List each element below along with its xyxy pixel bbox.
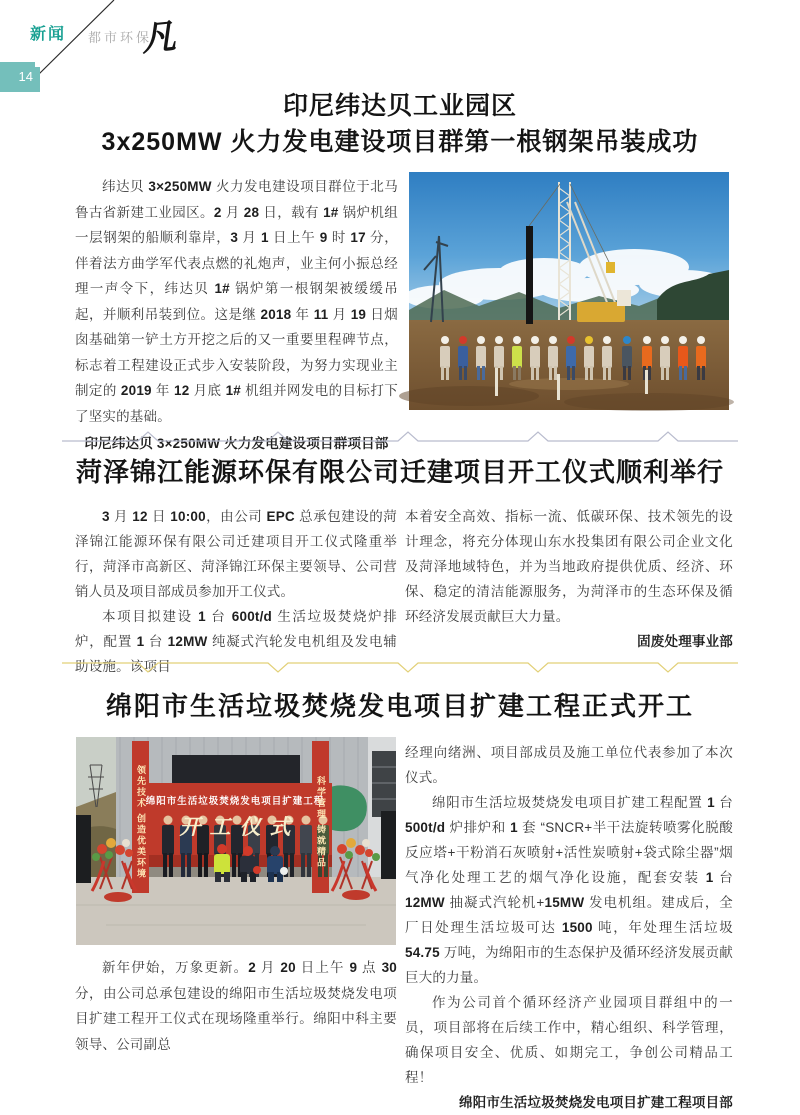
ceremony-left-slogan: 领先技术 创造优美环境 (136, 764, 146, 880)
article3-right-column (405, 740, 733, 1115)
article3-paragraph-1: 新年伊始，万象更新。2 月 20 日上午 9 点 30 分，由公司总承包建设的绵阳市生活垃圾焚烧发电项目扩建工程开工仪式在现场隆重举行。绵阳中科主要领导、公司副总 (75, 960, 397, 1052)
ceremony-right-slogan: 科学管理 铸就精品 (316, 775, 326, 869)
article3-photo (75, 737, 397, 945)
article2-paragraph-3: 本着安全高效、指标一流、低碳环保、技术领先的设计理念，将充分体现山东水投集团有限公司企业文化及菏泽地域特色，并为当地政府提供优质、经济、环保、稳定的清洁能源服务，为菏泽市的生态环保及循环经济发展贡献巨大力量。 (405, 509, 733, 624)
workers-group (440, 336, 706, 380)
speaker-left (76, 815, 91, 883)
ceremony-banner-title: 绵阳市生活垃圾焚烧发电项目扩建工程 (145, 796, 325, 807)
article1-paragraph: 纬达贝 3×250MW 火力发电建设项目群位于北马鲁古省新建工业园区。2 月 28 日，载有 1# 锅炉机组一层钢架的船顺利靠岸，3 月 1 日上午 9 时 17 分，伴着法方曲学军代表点燃的礼炮声，业主何小振总经理一声令下，纬达贝 1# 锅炉第一根钢架被缓缓吊起，并顺利吊装到位。这是继 2018 年 11 月 19 日烟囱基础第一铲土方开挖之后的又一重要里程碑节点，标志着工程建设正式步入安装阶段，为努力实现业主制定的 2019 年 12 月底 1# 机组并网发电的目标打下了坚实的基础。 (75, 179, 398, 424)
speaker-right (381, 811, 396, 879)
article1-title (40, 88, 760, 160)
magazine-logo-mark: 凡 (139, 16, 178, 60)
page-number-tab (0, 62, 40, 92)
steel-column (526, 226, 533, 324)
article2-left-column (75, 504, 397, 679)
article3-left-column (75, 955, 397, 1057)
article1-body-column (75, 174, 398, 457)
article2-paragraph-1: 3 月 12 日 10:00，由公司 EPC 总承包建设的菏泽锦江能源环保有限公司迁建项目开工仪式隆重举行，菏泽市高新区、菏泽锦江环保主要领导、公司营销人员及项目部成员参加开工仪式。 (75, 509, 397, 599)
page-number: 14 (18, 69, 33, 84)
article2-title: 菏泽锦江能源环保有限公司迁建项目开工仪式顺利举行 (75, 457, 724, 487)
groundbreaking-ceremony-illustration (75, 737, 397, 945)
construction-site-illustration (408, 172, 730, 410)
article1-title-line1: 印尼纬达贝工业园区 (282, 92, 517, 120)
article3-paragraph-4: 作为公司首个循环经济产业园项目群组中的一员，项目部将在后续工作中，精心组织、科学管理，确保项目安全、优质、如期完工，争创公司精品工程！ (405, 995, 733, 1085)
article3-paragraph-3: 绵阳市生活垃圾焚烧发电项目扩建工程配置 1 台 500t/d 炉排炉和 1 套 “SNCR+半干法旋转喷雾化脱酸反应塔+干粉消石灰喷射+活性炭喷射+袋式除尘器”烟气净化处理工艺的烟气净化设施，配套安装 1 台 12MW 抽凝式汽轮机+15MW 发电机组。建成后，全厂日处理生活垃圾可达 1500 吨，年处理生活垃圾 54.75 万吨，为绵阳市的生态保护及循环经济发展贡献巨大的力量。 (405, 795, 734, 985)
article3-signature: 绵阳市生活垃圾焚烧发电项目扩建工程项目部 (459, 1095, 733, 1110)
article3-paragraph-2: 经理向绪洲、项目部成员及施工单位代表参加了本次仪式。 (405, 745, 733, 785)
zigzag-divider-top (62, 430, 738, 444)
article2-signature: 固废处理事业部 (637, 634, 733, 649)
article1-photo (408, 172, 730, 410)
ceremony-banner-subtitle: 开工仪式 (179, 814, 300, 839)
article3-title: 绵阳市生活垃圾焚烧发电项目扩建工程正式开工 (105, 691, 694, 721)
section-label: 新闻 (30, 26, 67, 43)
zigzag-divider-gold (62, 660, 738, 674)
article1-signature: 印尼纬达贝 3×250MW 火力发电建设项目群项目部 (84, 436, 389, 451)
magazine-name: 都市环保 (88, 30, 153, 45)
article1-title-line2: 3x250MW 火力发电建设项目群第一根钢架吊装成功 (101, 128, 699, 156)
page-tab-corner (35, 61, 41, 67)
article2-right-column (405, 504, 733, 654)
article2-paragraph-2: 本项目拟建设 1 台 600t/d 生活垃圾焚烧炉排炉，配置 1 台 12MW 纯凝式汽轮发电机组及发电辅助设施。该项目 (75, 609, 397, 674)
concrete-ground (76, 877, 396, 945)
